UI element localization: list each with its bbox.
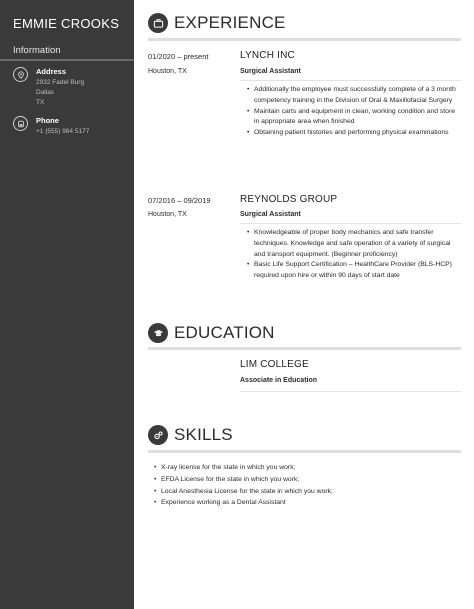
job-divider — [240, 80, 461, 81]
address-line1: 2932 Fadel Burg — [36, 79, 85, 86]
list-item: • Local Anesthesia License for the state in which you work; — [154, 486, 454, 498]
experience-title: EXPERIENCE — [174, 13, 286, 32]
job-divider — [240, 223, 461, 224]
job-location: Houston, TX — [148, 211, 187, 218]
job-role: Surgical Assistant — [240, 211, 301, 218]
education-title: EDUCATION — [174, 323, 275, 342]
job-location: Houston, TX — [148, 68, 187, 75]
phone-icon — [13, 116, 28, 131]
job-company: REYNOLDS GROUP — [240, 194, 338, 205]
job-company: LYNCH INC — [240, 50, 295, 61]
job-dates: 07/2016 – 09/2019 — [148, 196, 211, 205]
list-item: • Experience working as a Dental Assistant — [154, 497, 454, 509]
information-heading: Information — [13, 45, 61, 56]
phone-value: +1 (555) 984 5177 — [36, 128, 90, 135]
education-rule — [148, 347, 461, 350]
job-bullets — [247, 85, 457, 139]
skills-header — [148, 425, 233, 445]
education-header — [148, 323, 275, 343]
skills-list — [154, 462, 454, 509]
list-item: • Basic Life Support Certification – HealthCare Provider (BLS-HCP) required upon hire or within 90 days of start date — [247, 260, 459, 282]
education-divider — [240, 391, 461, 392]
skills-rule — [148, 450, 461, 453]
degree: Associate in Education — [240, 377, 318, 384]
briefcase-icon — [148, 13, 168, 33]
list-item: • EFDA License for the state in which you work; — [154, 474, 454, 486]
skills-title: SKILLS — [174, 425, 233, 444]
information-divider — [0, 59, 134, 61]
list-item: • X-ray license for the state in which you work; — [154, 462, 454, 474]
experience-header — [148, 13, 286, 33]
list-item: • Obtaining patient histories and performing physical examinations — [247, 128, 457, 139]
job-role: Surgical Assistant — [240, 68, 301, 75]
experience-rule — [148, 38, 461, 41]
phone-label: Phone — [36, 116, 59, 125]
school-name: LIM COLLEGE — [240, 359, 309, 370]
candidate-name: EMMIE CROOKS — [13, 16, 120, 31]
list-item: • Additionally the employee must successfully complete of a 3 month competency training in the Division of Oral & Maxillofacial Surgery — [247, 85, 457, 107]
address-label: Address — [36, 67, 67, 76]
job-dates: 01/2020 – present — [148, 52, 209, 61]
gears-icon — [148, 425, 168, 445]
list-item: • Knowledgeable of proper body mechanics and safe transfer techniques. Knowledge and safe operation of a variety of surgical and transport equipment. (Beginner proficiency) — [247, 228, 459, 260]
map-pin-icon — [13, 67, 28, 82]
sidebar — [0, 0, 134, 609]
graduation-cap-icon — [148, 323, 168, 343]
address-line2: Dallas — [36, 89, 55, 96]
address-line3: TX — [36, 99, 45, 106]
list-item: • Maintain carts and equipment in clean, working condition and store in appropriate area when finished — [247, 107, 457, 129]
job-bullets — [247, 228, 459, 282]
